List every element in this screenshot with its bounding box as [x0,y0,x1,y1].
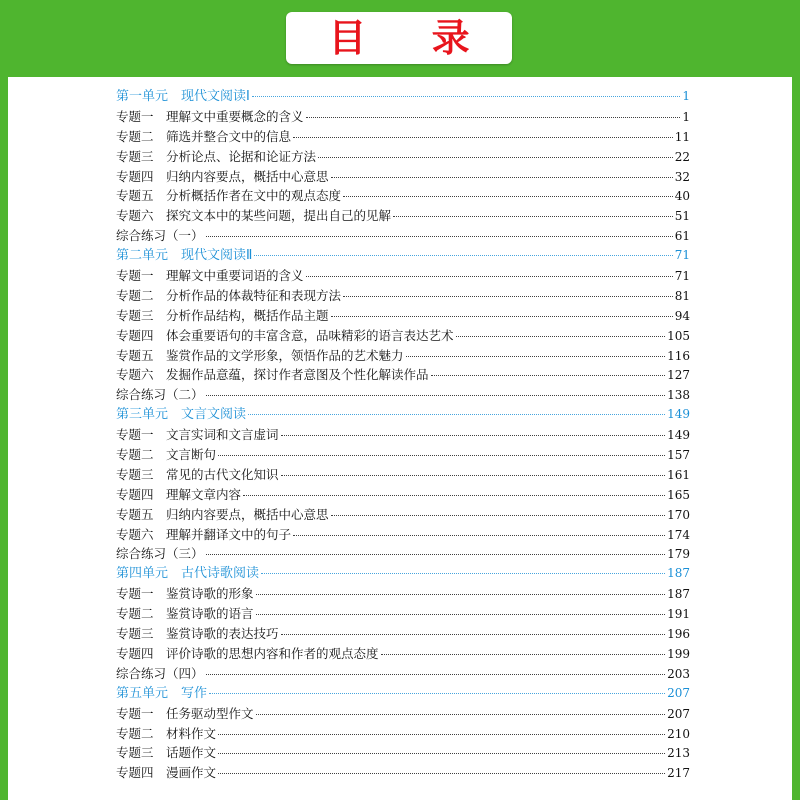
toc-entry-label: 专题四 理解文章内容 [116,486,242,502]
toc-dot-leader [331,177,673,178]
toc-dot-leader [343,296,673,297]
toc-entry [116,226,690,246]
toc-entry-label: 专题二 鉴赏诗歌的语言 [116,606,254,622]
toc-dot-leader [261,573,665,574]
toc-entry [116,465,690,485]
toc-dot-leader [218,734,665,735]
toc-page-number: 170 [667,507,690,522]
toc-entry-label: 第二单元 现代文阅读Ⅱ [116,248,253,264]
toc-entry-label: 专题三 常见的古代文化知识 [116,466,279,482]
toc-entry-label: 专题六 探究文本中的某些问题，提出自己的见解 [116,208,392,224]
toc-dot-leader [431,375,666,376]
toc-entry-label: 专题四 评价诗歌的思想内容和作者的观点态度 [116,645,379,661]
toc-entry [116,186,690,206]
toc-entry [116,525,690,545]
toc-page-number: 187 [667,566,690,581]
toc-entry [116,425,690,445]
toc-dot-leader [306,276,673,277]
toc-page-number: 138 [667,388,690,403]
toc-entry-label: 专题五 归纳内容要点，概括中心意思 [116,506,329,522]
toc-unit-heading [116,564,690,584]
toc-entry-label: 专题一 文言实词和文言虚词 [116,427,279,443]
toc-entry [116,763,690,783]
toc-dot-leader [206,674,666,675]
toc-page-number: 187 [667,587,690,602]
toc-entry [116,266,690,286]
toc-entry [116,306,690,326]
toc-dot-leader [256,714,666,715]
toc-page-number: 71 [674,269,690,284]
toc-dot-leader [209,693,665,694]
toc-unit-heading [116,246,690,266]
toc-dot-leader [381,654,666,655]
toc-page-number: 127 [667,368,690,383]
toc-page-number: 1 [682,109,690,124]
toc-entry-label: 专题二 分析作品的体裁特征和表现方法 [116,287,342,303]
toc-dot-leader [393,216,673,217]
toc-dot-leader [218,773,665,774]
toc-entry [116,544,690,564]
toc-dot-leader [406,356,666,357]
toc-page-number: 22 [674,149,690,164]
toc-dot-leader [206,395,666,396]
toc-entry-label: 第四单元 古代诗歌阅读 [116,566,260,582]
toc-entry-label: 专题一 理解文中重要词语的含义 [116,268,304,284]
toc-dot-leader [254,255,672,256]
toc-entry [116,127,690,147]
table-of-contents [116,87,690,783]
toc-entry-label: 专题三 鉴赏诗歌的表达技巧 [116,626,279,642]
toc-dot-leader [306,117,681,118]
toc-entry-label: 综合练习（三） [116,546,204,562]
toc-entry-label: 专题二 文言断句 [116,447,217,463]
toc-entry-label: 综合练习（一） [116,228,204,244]
toc-page-number: 1 [682,89,690,103]
toc-entry-label: 专题二 材料作文 [116,725,217,741]
toc-dot-leader [206,554,666,555]
toc-entry [116,167,690,187]
toc-dot-leader [218,455,665,456]
toc-unit-heading [116,87,690,107]
toc-panel [8,77,792,800]
toc-page-number: 81 [674,288,690,303]
toc-dot-leader [331,316,673,317]
toc-page-number: 105 [667,328,690,343]
toc-entry [116,624,690,644]
toc-unit-heading [116,684,690,704]
toc-entry-label: 专题六 发掘作品意蕴，探讨作者意图及个性化解读作品 [116,367,429,383]
toc-entry-label: 专题四 归纳内容要点，概括中心意思 [116,168,329,184]
toc-entry-label: 专题一 鉴赏诗歌的形象 [116,586,254,602]
toc-dot-leader [343,196,673,197]
toc-page-number: 161 [667,467,690,482]
toc-dot-leader [256,594,666,595]
toc-dot-leader [456,336,666,337]
toc-entry [116,107,690,127]
toc-unit-heading [116,405,690,425]
toc-page-number: 174 [667,527,690,542]
toc-entry [116,346,690,366]
toc-page-number: 165 [667,487,690,502]
toc-entry [116,147,690,167]
toc-entry-label: 第一单元 现代文阅读Ⅰ [116,89,250,104]
toc-page-number: 149 [667,407,690,422]
toc-entry [116,385,690,405]
toc-page-number: 40 [674,189,690,204]
toc-entry [116,286,690,306]
toc-dot-leader [252,96,681,97]
toc-dot-leader [293,137,673,138]
toc-dot-leader [243,495,665,496]
toc-entry [116,664,690,684]
toc-page-number: 207 [667,685,690,700]
toc-entry [116,644,690,664]
toc-dot-leader [281,475,666,476]
toc-page-number: 116 [667,348,690,363]
toc-entry [116,485,690,505]
toc-dot-leader [206,236,673,237]
toc-entry-label: 第五单元 写作 [116,685,208,701]
toc-entry [116,604,690,624]
title-banner [286,12,512,64]
toc-entry-label: 专题四 漫画作文 [116,765,217,781]
toc-dot-leader [281,634,666,635]
toc-entry [116,365,690,385]
toc-page-number: 196 [667,627,690,642]
toc-page-number: 207 [667,706,690,721]
toc-entry-label: 专题四 体会重要语句的丰富含意，品味精彩的语言表达艺术 [116,327,454,343]
toc-entry [116,724,690,744]
toc-page-number: 11 [674,129,690,144]
toc-entry-label: 综合练习（二） [116,387,204,403]
toc-entry [116,743,690,763]
toc-dot-leader [281,435,666,436]
toc-page-number: 32 [674,169,690,184]
toc-page-number: 210 [667,726,690,741]
toc-entry [116,584,690,604]
toc-page-number: 179 [667,547,690,562]
toc-page-number: 191 [667,607,690,622]
toc-entry-label: 专题一 任务驱动型作文 [116,705,254,721]
toc-page-number: 51 [674,209,690,224]
toc-entry [116,445,690,465]
toc-dot-leader [318,157,673,158]
toc-entry-label: 专题二 筛选并整合文中的信息 [116,128,292,144]
toc-entry-label: 专题五 鉴赏作品的文学形象，领悟作品的艺术魅力 [116,347,404,363]
toc-entry-label: 专题一 理解文中重要概念的含义 [116,108,304,124]
toc-dot-leader [248,414,665,415]
toc-page-number: 217 [667,766,690,781]
toc-entry [116,505,690,525]
page-title: 目 录 [328,16,496,60]
toc-entry [116,206,690,226]
toc-page-number: 94 [674,308,690,323]
toc-entry-label: 专题三 分析论点、论据和论证方法 [116,148,317,164]
toc-entry [116,704,690,724]
toc-dot-leader [293,535,665,536]
toc-dot-leader [256,614,666,615]
toc-dot-leader [218,753,665,754]
toc-page-number: 71 [674,248,690,263]
toc-page-number: 199 [667,646,690,661]
toc-entry-label: 专题三 话题作文 [116,745,217,761]
toc-entry-label: 专题六 理解并翻译文中的句子 [116,526,292,542]
toc-entry [116,326,690,346]
toc-page-number: 61 [674,229,690,244]
toc-dot-leader [331,515,666,516]
toc-entry-label: 专题五 分析概括作者在文中的观点态度 [116,188,342,204]
toc-page-number: 213 [667,746,690,761]
toc-page-number: 203 [667,666,690,681]
toc-page-number: 157 [667,448,690,463]
toc-entry-label: 第三单元 文言文阅读 [116,407,247,423]
toc-entry-label: 专题三 分析作品结构，概括作品主题 [116,307,329,323]
toc-page-number: 149 [667,428,690,443]
toc-entry-label: 综合练习（四） [116,665,204,681]
